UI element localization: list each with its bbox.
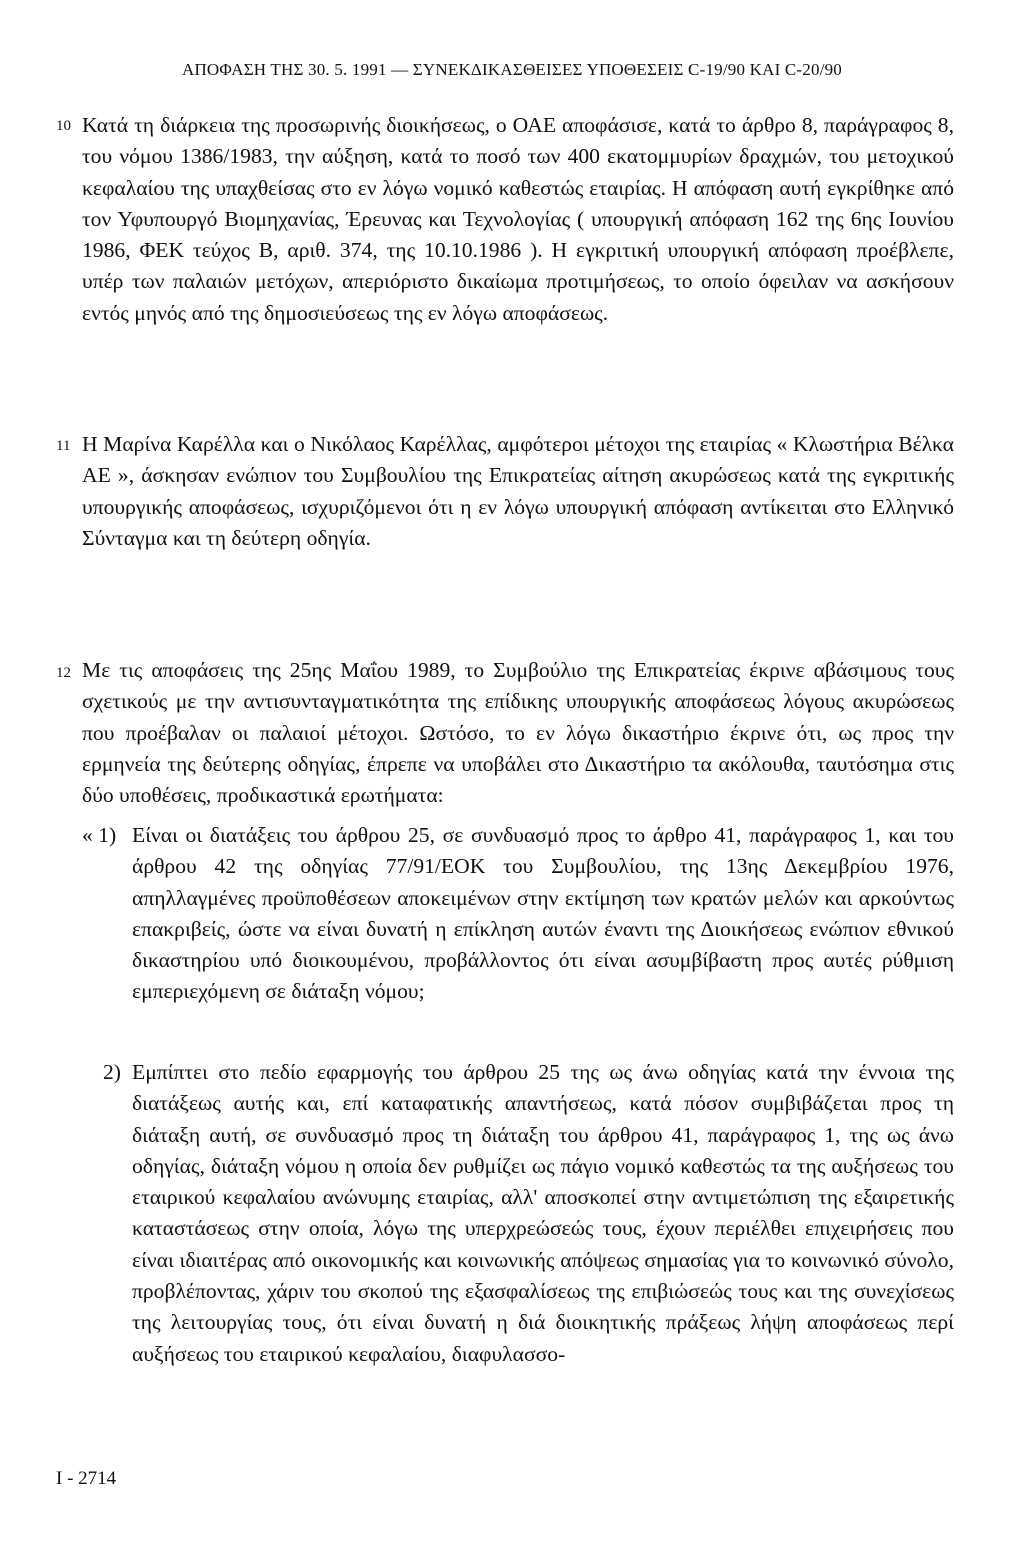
paragraph-number: 11 — [56, 438, 71, 454]
page-number: I - 2714 — [56, 1468, 117, 1489]
question-2-label: 2) — [103, 1060, 121, 1084]
paragraph-10: Κατά τη διάρκεια της προσωρινής διοικήσεως, ο ΟΑΕ αποφάσισε, κατά το άρθρο 8, παράγραφος 8, του νόμου 1386/1983, την αύξηση, κατά το ποσό των 400 εκατομμυρίων δραχμών, του μετοχικού κεφαλαίου της υπαχθείσας στο εν λόγω νομικό καθεστώς εταιρίας. Η απόφαση αυτή εγκρίθηκε από τον Υφυπουργό Βιομηχανίας, Έρευνας και Τεχνολογίας ( υπουργική απόφαση 162 της 6ης Ιουνίου 1986, ΦΕΚ τεύχος Β, αριθ. 374, της 10.10.1986 ). Η εγκριτική υπουργική απόφαση προέβλεπε, υπέρ των παλαιών μετόχων, απεριόριστο δικαίωμα προτιμήσεως, το οποίο όφειλαν να ασκήσουν εντός μηνός από της δημοσιεύσεως της εν λόγω αποφάσεως. — [82, 113, 954, 325]
paragraph-number: 10 — [56, 118, 71, 134]
paragraph-12: Με τις αποφάσεις της 25ης Μαΐου 1989, το Συμβούλιο της Επικρατείας έκρινε αβάσιμους τους σχετικούς με την αντισυνταγματικότητα της επίδικης υπουργικής αποφάσεως λόγους ακυρώσεως που προέβαλαν οι παλαιοί μέτοχοι. Ωστόσο, το εν λόγω δικαστήριο έκρινε ότι, ως προς την ερμηνεία της δεύτερης οδηγίας, έπρεπε να υποβάλει στο Δικαστήριο τα ακόλουθα, ταυτόσημα στις δύο υποθέσεις, προδικαστικά ερωτήματα: — [82, 658, 954, 808]
paragraph-11: Η Μαρίνα Καρέλλα και ο Νικόλαος Καρέλλας, αμφότεροι μέτοχοι της εταιρίας « Κλωστήρια Βέλκα ΑΕ », άσκησαν ενώπιον του Συμβουλίου της Επικρατείας αίτηση ακυρώσεως κατά της εγκριτικής υπουργικής αποφάσεως, ισχυριζόμενοι ότι η εν λόγω υπουργική απόφαση αντίκειται στο Ελληνικό Σύνταγμα και τη δεύτερη οδηγία. — [82, 432, 954, 550]
open-quote: « — [82, 823, 93, 847]
question-1: Είναι οι διατάξεις του άρθρου 25, σε συνδυασμό προς το άρθρο 41, παράγραφος 1, και του άρθρου 42 της οδηγίας 77/91/ΕΟΚ του Συμβουλίου, της 13ης Δεκεμβρίου 1976, απηλλαγμένες προϋποθέσεων αποκειμένων στην εκτίμηση των κρατών μελών και αρκούντως επακριβείς, ώστε να είναι δυνατή η επίκληση αυτών έναντι της Διοικήσεως ενώπιον εθνικού δικαστηρίου υπό διοικουμένου, προβάλλοντος ότι είναι ασυμβίβαστη προς αυτές ρύθμιση εμπεριεχόμενη σε διάταξη νόμου; — [132, 823, 954, 1004]
question-1-label: 1) — [98, 823, 117, 847]
question-2: Εμπίπτει στο πεδίο εφαρμογής του άρθρου 25 της ως άνω οδηγίας κατά την έννοια της διατάξεως αυτής και, επί καταφατικής απαντήσεως, κατά πόσον συμβιβάζεται προς τη διάταξη αυτή, σε συνδυασμό προς τη διάταξη του άρθρου 41, παράγραφος 1, της ως άνω οδηγίας, διάταξη νόμου η οποία δεν ρυθμίζει ως πάγιο νομικό καθεστώς τα της αυξήσεως του εταιρικού κεφαλαίου ανώνυμης εταιρίας, αλλ' αποσκοπεί στην αντιμετώπιση της εξαιρετικής καταστάσεως στην οποία, λόγω της υπερχρεώσεώς τους, έχουν περιέλθει επιχειρήσεις που είναι ιδιαιτέρας από οικονομικής και κοινωνικής απόψεως σημασίας για το κοινωνικό σύνολο, προβλέποντας, χάριν του σκοπού της εξασφαλίσεως της επιβιώσεώς τους και της συνεχίσεως της λειτουργίας τους, ότι είναι δυνατή η διά διοικητικής πράξεως λήψη αποφάσεως περί αυξήσεως του εταιρικού κεφαλαίου, διαφυλασσο- — [132, 1060, 954, 1366]
question-1-marker — [82, 820, 116, 851]
paragraph-number: 12 — [56, 665, 71, 681]
running-header: ΑΠΟΦΑΣΗ ΤΗΣ 30. 5. 1991 — ΣΥΝΕΚΔΙΚΑΣΘΕΙΣΕΣ ΥΠΟΘΕΣΕΙΣ C-19/90 ΚΑΙ C-20/90 — [181, 60, 843, 79]
